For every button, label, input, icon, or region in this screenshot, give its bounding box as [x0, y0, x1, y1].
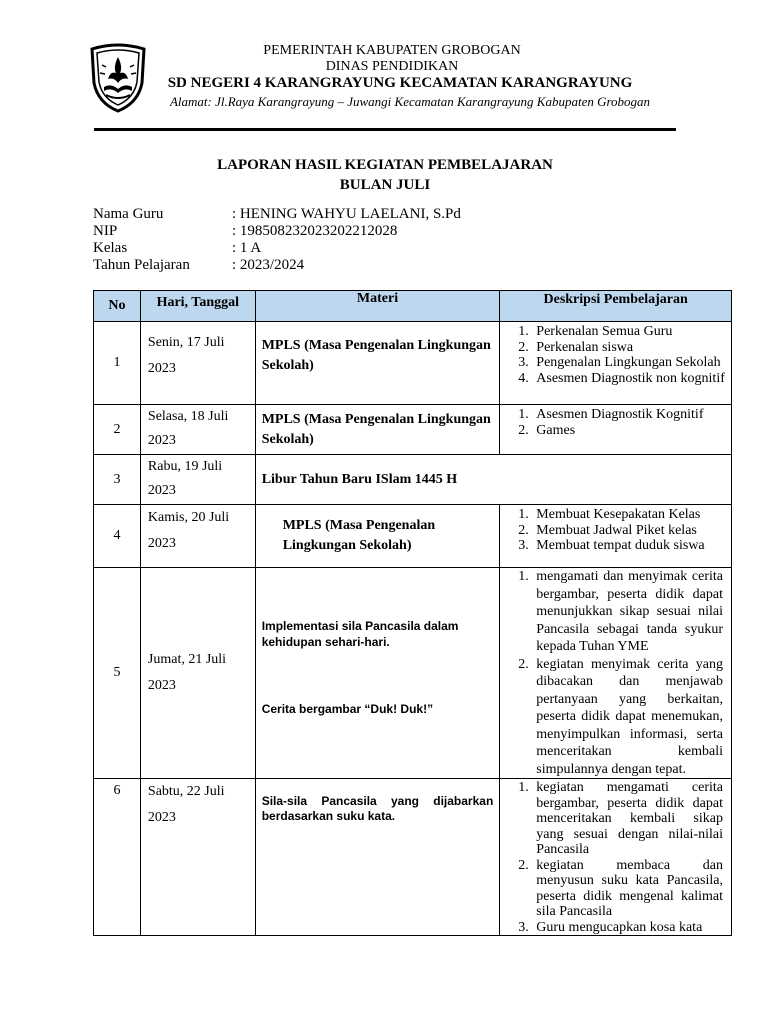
- row-day: Selasa, 18 Juli: [147, 409, 229, 424]
- row-materi: [255, 568, 500, 779]
- report-title: LAPORAN HASIL KEGIATAN PEMBELAJARAN: [217, 157, 553, 173]
- activity-table: [93, 290, 732, 936]
- description-item: 3. Membuat tempat duduk siswa: [532, 538, 731, 554]
- info-label: Nama Guru: [93, 206, 164, 222]
- description-item: 1. mengamati dan menyimak cerita bergambar, peserta didik dapat menunjukkan sikap sesuai nilai Pancasila sebagai tanda syukur kepada Tuhan YME: [532, 568, 723, 656]
- header-agency: DINAS PENDIDIKAN: [325, 59, 459, 74]
- row-number: 2: [94, 405, 141, 455]
- row-year: 2023: [147, 361, 176, 376]
- row-year: 2023: [147, 433, 176, 448]
- row-number: 1: [94, 322, 141, 405]
- row-day: Kamis, 20 Juli: [147, 510, 230, 525]
- description-item: 2. kegiatan menyimak cerita yang dibacakan dan menjawab pertanyaan yang berkaitan, peserta didik dapat menemukan, menyimpulkan informasi, serta menceritakan kembali simpulannya dengan tepat.: [532, 656, 723, 779]
- row-year: 2023: [147, 678, 176, 693]
- row-year: 2023: [147, 810, 176, 825]
- row-number: 6: [94, 779, 141, 936]
- header-no: No: [94, 291, 141, 322]
- row-date: [140, 505, 255, 568]
- description-item: 2. kegiatan membaca dan menyusun suku kata Pancasila, peserta didik mengenal kalimat sila Pancasila: [532, 858, 723, 920]
- description-item: 3. Guru mengucapkan kosa kata: [532, 920, 723, 936]
- row-day: Senin, 17 Juli: [147, 335, 225, 350]
- row-date: [140, 455, 255, 505]
- row-description: [500, 779, 732, 936]
- row-number: 4: [94, 505, 141, 568]
- row-materi: MPLS (Masa Pengenalan Lingkungan Sekolah): [255, 322, 500, 405]
- info-label: Tahun Pelajaran: [93, 257, 190, 273]
- table-row: [94, 322, 732, 405]
- materi-story: Cerita bergambar “Duk! Duk!”: [261, 702, 434, 716]
- row-description: [500, 568, 732, 779]
- table-row: [94, 405, 732, 455]
- materi-topic: Sila-sila Pancasila yang dijabarkan berdasarkan suku kata.: [261, 794, 494, 823]
- table-row: [94, 455, 732, 505]
- row-year: 2023: [147, 536, 176, 551]
- info-name: [93, 206, 461, 223]
- header-materi: Materi: [255, 291, 500, 322]
- row-materi: Libur Tahun Baru ISlam 1445 H: [255, 455, 731, 505]
- description-item: 1. kegiatan mengamati cerita bergambar, peserta didik dapat menceritakan kembali sikap yang sesuai dengan nilai-nilai Pancasila: [532, 780, 723, 858]
- description-item: 1. Asesmen Diagnostik Kognitif: [532, 407, 731, 423]
- row-date: [140, 322, 255, 405]
- row-day: Sabtu, 22 Juli: [147, 784, 225, 799]
- info-value: : 2023/2024: [232, 257, 305, 273]
- description-item: 2. Membuat Jadwal Piket kelas: [532, 523, 731, 539]
- info-value: : HENING WAHYU LAELANI, S.Pd: [232, 206, 461, 222]
- header-divider: [94, 128, 676, 131]
- row-year: 2023: [147, 483, 176, 498]
- row-date: [140, 779, 255, 936]
- info-value: : 1 A: [232, 240, 262, 256]
- description-item: 3. Pengenalan Lingkungan Sekolah: [532, 355, 731, 371]
- row-description: [500, 405, 732, 455]
- row-materi: MPLS (Masa Pengenalan Lingkungan Sekolah): [255, 505, 500, 568]
- info-class: [93, 240, 261, 257]
- header-school-name: SD NEGERI 4 KARANGRAYUNG KECAMATAN KARANGRAYUNG: [167, 75, 633, 91]
- row-day: Rabu, 19 Juli: [147, 459, 223, 474]
- row-date: [140, 405, 255, 455]
- description-item: 1. Perkenalan Semua Guru: [532, 324, 731, 340]
- table-header-row: [94, 291, 732, 322]
- table-row: [94, 505, 732, 568]
- info-label: NIP: [93, 223, 118, 239]
- table-row: [94, 568, 732, 779]
- description-item: 2. Perkenalan siswa: [532, 340, 731, 356]
- description-item: 1. Membuat Kesepakatan Kelas: [532, 507, 731, 523]
- info-nip: [93, 223, 397, 240]
- description-item: 4. Asesmen Diagnostik non kognitif: [532, 371, 731, 387]
- materi-topic: Implementasi sila Pancasila dalam kehidupan sehari-hari.: [261, 619, 459, 649]
- description-item: 2. Games: [532, 423, 731, 439]
- row-description: [500, 505, 732, 568]
- row-description: [500, 322, 732, 405]
- row-date: [140, 568, 255, 779]
- info-label: Kelas: [93, 240, 128, 256]
- row-number: 3: [94, 455, 141, 505]
- header-description: Deskripsi Pembelajaran: [500, 291, 732, 322]
- row-materi: MPLS (Masa Pengenalan Lingkungan Sekolah): [255, 405, 500, 455]
- header-day: Hari, Tanggal: [140, 291, 255, 322]
- header-address: Alamat: Jl.Raya Karangrayung – Juwangi Kecamatan Karangrayung Kabupaten Grobogan: [169, 94, 651, 109]
- table-row: [94, 779, 732, 936]
- info-year: [93, 257, 304, 274]
- row-number: 5: [94, 568, 141, 779]
- report-subtitle: BULAN JULI: [339, 177, 431, 193]
- info-value: : 198508232023202212028: [232, 223, 398, 239]
- header-government: PEMERINTAH KABUPATEN GROBOGAN: [263, 43, 521, 58]
- row-day: Jumat, 21 Juli: [147, 652, 227, 667]
- row-materi: [255, 779, 500, 936]
